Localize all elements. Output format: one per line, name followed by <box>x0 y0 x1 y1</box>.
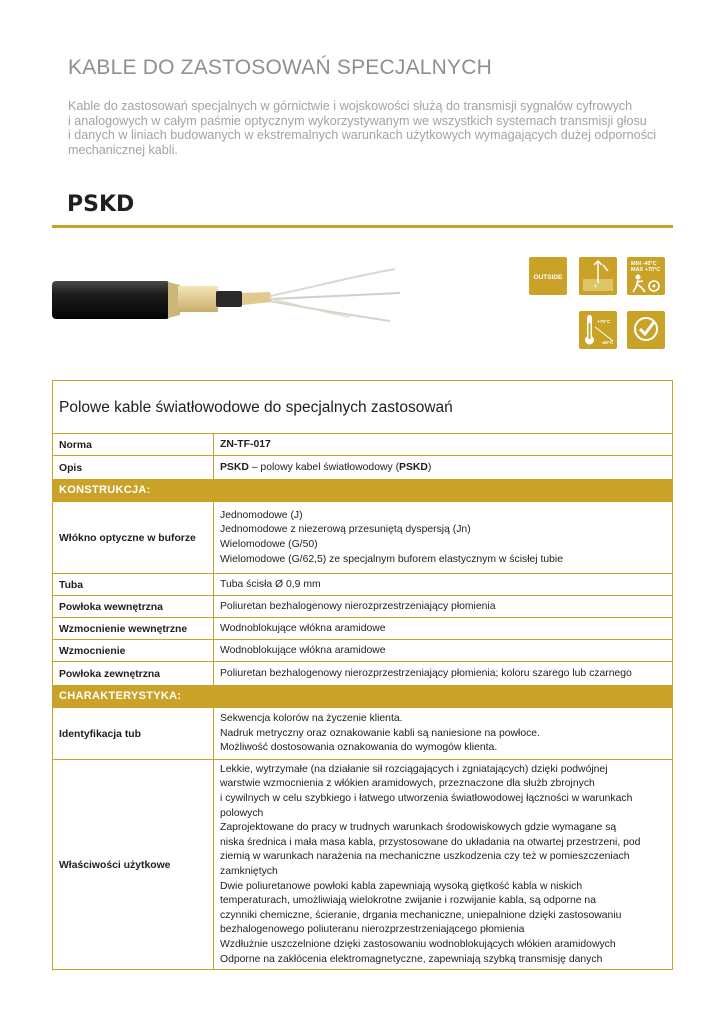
row-value <box>213 434 672 456</box>
intro-line: i analogowych w całym paśmie optycznym wykorzystywanym we wszystkich systemach transmisji głosu <box>68 113 647 128</box>
intro-paragraph <box>68 99 708 157</box>
row-label: Właściwości użytkowe <box>59 859 171 871</box>
thermometer-icon <box>579 311 617 349</box>
value-line: polowych <box>220 807 264 819</box>
intro-line: Kable do zastosowań specjalnych w górnictwie i wojskowości służą do transmisji sygnałów cyfrowych <box>68 99 633 113</box>
section-charakterystyka: CHARAKTERYSTYKA: <box>53 685 672 707</box>
norma-value: ZN-TF-017 <box>220 438 271 450</box>
intro-line: mechanicznej kabli. <box>68 142 178 157</box>
table-row-wzmocnienie <box>53 639 672 662</box>
tuba-value: Tuba ścisła Ø 0,9 mm <box>220 578 321 590</box>
temp-max-label: MAX +70°C <box>631 267 661 273</box>
powloka-zew-value: Poliuretan bezhalogenowy nierozprzestrzeniający płomienia; koloru szarego lub czarnego <box>220 667 632 679</box>
table-row-wzmocnienie-wewnetrzne <box>53 617 672 640</box>
wzmocnienie-wew-value: Wodnoblokujące włókna aramidowe <box>220 622 386 634</box>
table-row-wlokno <box>53 501 672 574</box>
opis-value <box>220 461 672 476</box>
row-value <box>213 456 672 480</box>
value-line: Możliwość dostosowania oznakowania do wymogów klienta. <box>220 742 498 754</box>
table-row-wlasciwosci <box>53 759 672 970</box>
value-line: warstwie wzmocnienia z włókien aramidowych, przeznaczone dla służb zbrojnych <box>220 778 595 790</box>
svg-text:+: + <box>593 283 599 290</box>
opis-bold: PSKD <box>399 461 428 473</box>
value-line: Dwie poliuretanowe powłoki kabla zapewniają wysoką giętkość kabla w niskich <box>220 880 583 892</box>
outside-icon <box>529 257 567 295</box>
row-label: Powłoka wewnętrzna <box>59 601 163 613</box>
row-value <box>213 596 672 618</box>
row-value <box>213 760 672 970</box>
thermo-high-label: +70°C <box>597 320 611 325</box>
value-line: Nadruk metryczny oraz oznakowanie kabli są naniesione na powłoce. <box>220 727 540 739</box>
value-line: temperaturach, umożliwiają wielokrotne zwijanie i rozwijanie kabla, są odporne na <box>220 895 596 907</box>
cable-illustration <box>50 255 410 335</box>
thermo-low-label: -40°C <box>601 341 614 346</box>
opis-text: – polowy kabel światłowodowy ( <box>248 461 400 473</box>
wzmocnienie-value: Wodnoblokujące włókna aramidowe <box>220 644 386 656</box>
outside-label: OUTSIDE <box>533 274 563 281</box>
table-row-opis <box>53 455 672 480</box>
value-line: i cywilnych w celu szybkiego i łatwego utworzenia światłowodowej łączności w warunkach <box>220 793 633 805</box>
value-line: Wielomodowe (G/50) <box>220 539 318 550</box>
value-line: zamkniętych <box>220 866 278 877</box>
row-label: Identyfikacja tub <box>59 728 141 740</box>
row-value <box>213 574 672 596</box>
powloka-wew-value: Poliuretan bezhalogenowy nierozprzestrzeniający płomienia <box>220 600 496 612</box>
table-title: Polowe kable światłowodowe do specjalnych zastosowań <box>59 399 453 416</box>
row-value <box>213 708 672 760</box>
specification-table <box>52 380 673 970</box>
row-value <box>213 618 672 640</box>
value-line: Jednomodowe (J) <box>220 509 303 521</box>
row-label: Wzmocnienie wewnętrzne <box>59 623 188 635</box>
opis-bold: PSKD <box>220 461 249 473</box>
value-line: niska średnica i mała masa kabla, przystosowane do układania na otwartej przestrzeni, pod <box>220 836 641 848</box>
value-line: Lekkie, wytrzymałe (na działanie sił rozciągających i zgniatających) dzięki podwójnej <box>220 763 608 775</box>
section-konstrukcja: KONSTRUKCJA: <box>53 479 672 501</box>
table-row-identyfikacja <box>53 707 672 760</box>
value-line: ziemią w warunkach narażenia na mechaniczne uszkodzenia czy też w pomieszczeniach <box>220 851 630 863</box>
value-line: Zaprojektowane do pracy w trudnych warunkach środowiskowych gdzie wymagane są <box>220 822 617 834</box>
temp-min-label: MIN -40°C <box>631 261 657 267</box>
underground-icon <box>579 257 617 295</box>
value-line: bezhalogenowego poliuteranu nierozprzestrzeniającego płomienia <box>220 924 525 936</box>
table-row-norma <box>53 433 672 456</box>
table-row-powloka-zewnetrzna <box>53 661 672 686</box>
row-label: Tuba <box>59 579 84 591</box>
row-label: Norma <box>59 439 92 451</box>
row-value <box>213 502 672 574</box>
row-value <box>213 640 672 662</box>
value-line: Sekwencja kolorów na życzenie klienta. <box>220 713 403 725</box>
value-line: czynniki chemiczne, ścieranie, drgania mechaniczne, uniepalnione dzięki zastosowaniu <box>220 909 622 921</box>
row-label: Opis <box>59 462 83 474</box>
title-rule <box>52 225 673 228</box>
row-label: Powłoka zewnętrzna <box>59 668 161 680</box>
opis-text: ) <box>427 461 432 473</box>
value-line: Wzdłużnie uszczelnione dzięki zastosowaniu wodnoblokujących włókien aramidowych <box>220 938 616 950</box>
intro-line: i danych w liniach budowanych w ekstremalnych warunkach użytkowych wymagających dużej odporności <box>68 128 656 143</box>
product-name: PSKD <box>67 192 135 217</box>
value-line: Jednomodowe z niezerową przesuniętą dyspersją (Jn) <box>220 524 471 536</box>
value-line: Wielomodowe (G/62,5) ze specjalnym buforem elastycznym w ścisłej tubie <box>220 553 564 565</box>
table-row-powloka-wewnetrzna <box>53 595 672 618</box>
row-value <box>213 662 672 686</box>
table-row-tuba <box>53 573 672 596</box>
row-label: Włókno optyczne w buforze <box>59 532 196 544</box>
checkmark-icon <box>627 311 665 349</box>
page-title: KABLE DO ZASTOSOWAŃ SPECJALNYCH <box>68 56 492 79</box>
temperature-range-icon <box>627 257 665 295</box>
value-line: Odporne na zakłócenia elektromagnetyczne, zapewniają szybką transmisję danych <box>220 953 603 965</box>
row-label: Wzmocnienie <box>59 645 126 657</box>
